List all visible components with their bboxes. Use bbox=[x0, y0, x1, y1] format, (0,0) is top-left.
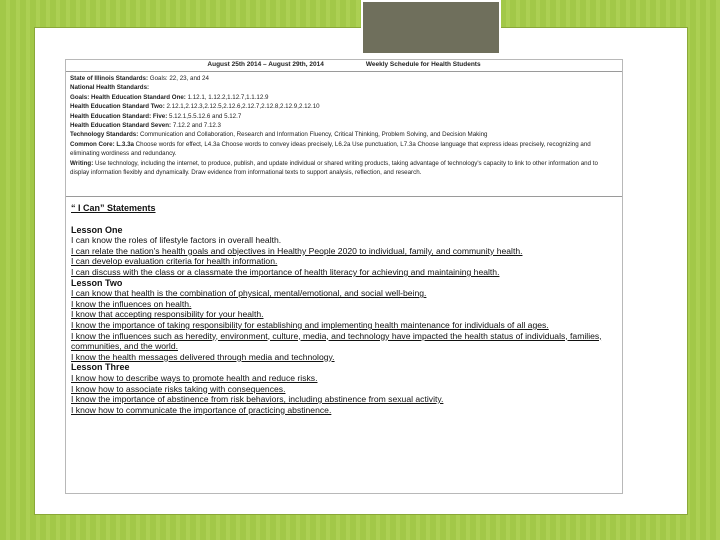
standard-row bbox=[70, 83, 618, 92]
standard-row bbox=[70, 102, 618, 111]
lessons-list bbox=[71, 225, 617, 416]
ican-statement: I can develop evaluation criteria for health information. bbox=[71, 256, 278, 267]
standard-text: 7.12.2 and 7.12.3 bbox=[171, 122, 221, 130]
standard-text: Choose words for effect, L4.3a Choose words to convey ideas precisely, L6.2a Use punctuation, L7.3a Choose language that express ideas precisely, recognizing and eliminating wordiness and redundancy. bbox=[70, 140, 591, 158]
ican-heading: “ I Can” Statements bbox=[71, 203, 156, 213]
ican-statement: I can know that health is the combination of physical, mental/emotional, and social well-being. bbox=[71, 288, 427, 299]
standard-label: Writing: bbox=[70, 159, 94, 167]
document-header bbox=[66, 60, 622, 72]
standard-text: Use technology, including the internet, to produce, publish, and update individual or shared writing products, taking advantage of technology's capacity to link to other information and to display information flexibly and dynamically. Draw evidence from informational texts to support analysis, reflection, and research. bbox=[70, 159, 598, 177]
title-placeholder-box bbox=[361, 0, 501, 55]
standard-text: Communication and Collaboration, Research and Information Fluency, Critical Thinking, Problem Solving, and Decision Making bbox=[138, 131, 488, 139]
standard-label: National Health Standards: bbox=[70, 84, 150, 92]
schedule-title: Weekly Schedule for Health Students bbox=[365, 61, 481, 68]
standard-label: State of Illinois Standards: bbox=[70, 75, 149, 82]
date-range: August 25th 2014 – August 29th, 2014 bbox=[207, 61, 324, 68]
standard-row bbox=[70, 93, 618, 102]
lesson-title: Lesson Three bbox=[71, 362, 130, 373]
ican-statement: I know the influences on health. bbox=[71, 298, 192, 309]
lesson-title: Lesson Two bbox=[71, 277, 123, 288]
standard-row bbox=[70, 159, 618, 178]
ican-statement: I can know the roles of lifestyle factors in overall health. bbox=[71, 235, 282, 246]
standard-row bbox=[70, 121, 618, 130]
schedule-document bbox=[65, 59, 623, 494]
ican-statement: I know the importance of abstinence from risk behaviors, including abstinence from sexual activity. bbox=[71, 394, 444, 405]
ican-statement: I know how to associate risks taking with consequences. bbox=[71, 383, 286, 394]
ican-statement: I know the importance of taking responsibility for establishing and implementing health maintenance for individuals of all ages. bbox=[71, 319, 549, 330]
standard-label: Common Core: L.3.3a bbox=[70, 140, 134, 148]
standards-block bbox=[66, 72, 622, 197]
ican-statements bbox=[66, 197, 622, 415]
standard-text: 2.12.1,2.12.3,2.12.5,2.12.6,2.12.7,2.12.8,2.12.9,2.12.10 bbox=[164, 103, 320, 111]
ican-statement: I can relate the nation's health goals and objectives in Healthy People 2020 to individual, family, and community health. bbox=[71, 245, 523, 256]
standard-text: 5.12.1,5.5.12.6 and 5.12.7 bbox=[167, 112, 242, 120]
standard-label: Health Education Standard Seven: bbox=[70, 122, 172, 130]
standard-text: 1.12.1, 1.12.2,1.12.7,1.1.12.9 bbox=[185, 93, 269, 101]
standard-label: Health Education Standard Two: bbox=[70, 103, 165, 111]
ican-statement: I know the influences such as heredity, environment, culture, media, and technology have impacted the health status of individuals, families, communities, and the world. bbox=[71, 330, 602, 352]
standard-label: Technology Standards: bbox=[70, 131, 139, 139]
standard-text: Goals: 22, 23, and 24 bbox=[148, 75, 209, 82]
standard-row bbox=[70, 112, 618, 121]
standard-row bbox=[70, 130, 618, 139]
ican-statement: I know how to describe ways to promote health and reduce risks. bbox=[71, 372, 318, 383]
ican-statement: I know the health messages delivered through media and technology. bbox=[71, 351, 335, 362]
ican-statement: I know how to communicate the importance of practicing abstinence. bbox=[71, 404, 332, 415]
standard-row bbox=[70, 74, 618, 83]
ican-statement: I can discuss with the class or a classmate the importance of health literacy for achieving and maintaining health. bbox=[71, 266, 500, 277]
standard-row bbox=[70, 140, 618, 159]
ican-statement: I know that accepting responsibility for your health. bbox=[71, 309, 264, 320]
standard-label: Health Education Standard: Five: bbox=[70, 112, 168, 120]
lesson-title: Lesson One bbox=[71, 224, 123, 235]
standard-label: Goals: Health Education Standard One: bbox=[70, 93, 186, 101]
